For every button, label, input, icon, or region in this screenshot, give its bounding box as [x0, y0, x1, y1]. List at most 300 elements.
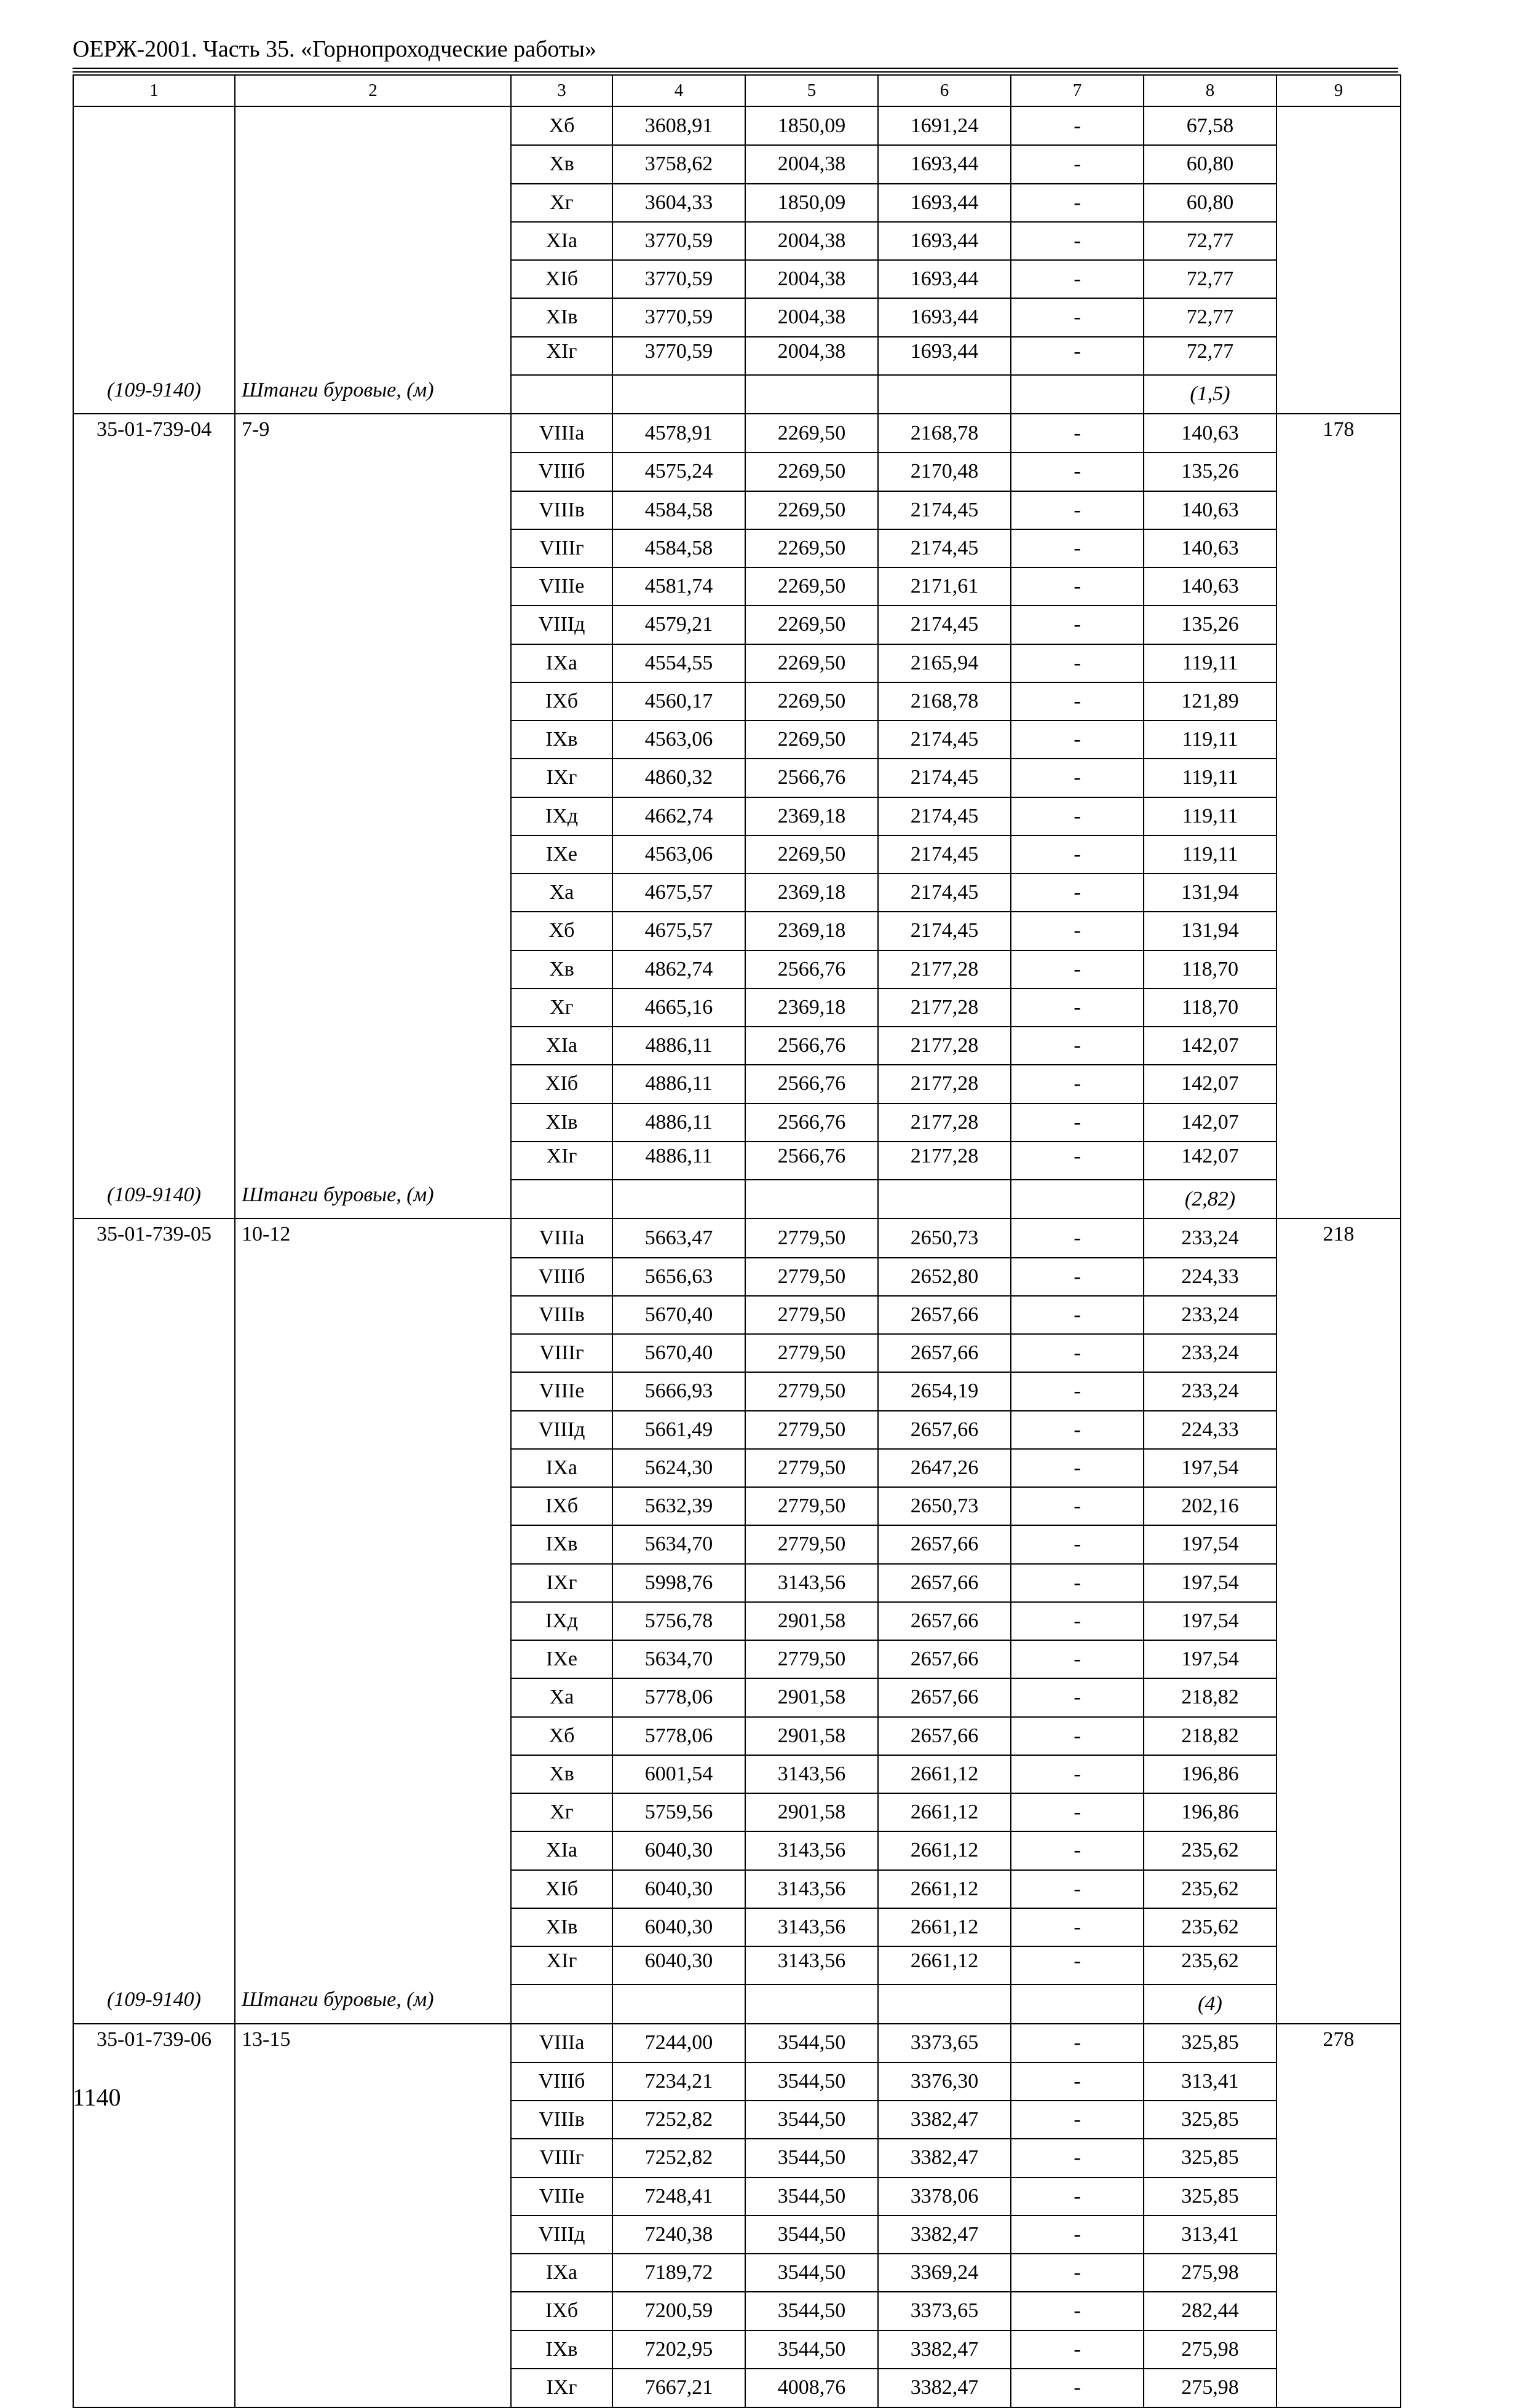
col9-cell	[1276, 1334, 1401, 1372]
value-cell-col5: 2004,38	[745, 145, 878, 183]
value-cell-col3: XIб	[511, 1065, 612, 1103]
value-cell-col5: 3544,50	[745, 2216, 878, 2254]
value-cell-col7: -	[1011, 337, 1144, 375]
value-cell-col5: 2901,58	[745, 1793, 878, 1831]
value-cell-col3: VIIIд	[511, 1411, 612, 1449]
value-cell-col4: 7252,82	[612, 2139, 745, 2177]
rate-code-cell	[73, 1678, 235, 1716]
value-cell-col4: 6001,54	[612, 1755, 745, 1793]
value-cell-col7: -	[1011, 797, 1144, 835]
value-cell-col3: Xб	[511, 1717, 612, 1755]
value-cell-col6: 2171,61	[878, 567, 1011, 606]
value-cell-col3: XIб	[511, 260, 612, 298]
value-cell-col5: 2566,76	[745, 1103, 878, 1142]
value-cell-col4: 4563,06	[612, 835, 745, 874]
value-cell-col7: -	[1011, 2139, 1144, 2177]
col9-cell	[1276, 912, 1401, 950]
value-cell-col6: 2652,80	[878, 1258, 1011, 1296]
value-cell-col5: 2004,38	[745, 337, 878, 375]
table-row	[73, 1449, 1401, 1487]
value-cell-col7: -	[1011, 1142, 1144, 1180]
value-cell-col7: -	[1011, 912, 1144, 950]
range-cell	[235, 2369, 511, 2407]
rate-code-cell	[73, 874, 235, 912]
value-cell-col6: 2174,45	[878, 874, 1011, 912]
value-cell-col4: 5632,39	[612, 1487, 745, 1525]
value-cell-col4: 5778,06	[612, 1717, 745, 1755]
material-label: Штанги буровые, (м)	[235, 1180, 511, 1218]
value-cell-col6: 2657,66	[878, 1296, 1011, 1334]
value-cell-col3: IXб	[511, 1487, 612, 1525]
value-cell-col6: 1693,44	[878, 337, 1011, 375]
col9-cell	[1276, 1640, 1401, 1678]
range-cell	[235, 682, 511, 720]
col9-cell	[1276, 835, 1401, 874]
value-cell-col5: 2269,50	[745, 682, 878, 720]
value-cell-col5: 2779,50	[745, 1411, 878, 1449]
rate-code-cell	[73, 644, 235, 682]
material-footer-row	[73, 1180, 1401, 1218]
page-number: 1140	[73, 2083, 121, 2111]
value-cell-col8: 235,62	[1144, 1870, 1276, 1908]
value-cell-col8: 142,07	[1144, 1027, 1276, 1065]
value-cell-col5: 2369,18	[745, 912, 878, 950]
rate-code-cell	[73, 567, 235, 606]
value-cell-col8: 119,11	[1144, 835, 1276, 874]
value-cell-col4: 7200,59	[612, 2292, 745, 2330]
range-cell	[235, 260, 511, 298]
value-cell-col8: 197,54	[1144, 1602, 1276, 1640]
rate-code-cell	[73, 1334, 235, 1372]
value-cell-col3: XIa	[511, 222, 612, 260]
col9-cell	[1276, 2254, 1401, 2292]
value-cell-col7: -	[1011, 1218, 1144, 1257]
table-row	[73, 1411, 1401, 1449]
value-cell-col5: 2779,50	[745, 1449, 878, 1487]
column-header: 5	[745, 75, 878, 106]
value-cell-col3: VIIIб	[511, 1258, 612, 1296]
value-cell-col8: 119,11	[1144, 759, 1276, 797]
rate-code-cell	[73, 606, 235, 644]
empty-cell	[1276, 375, 1401, 414]
value-cell-col4: 5756,78	[612, 1602, 745, 1640]
col9-cell	[1276, 1946, 1401, 1984]
value-cell-col5: 2269,50	[745, 606, 878, 644]
value-cell-col7: -	[1011, 1564, 1144, 1602]
table-row	[73, 2177, 1401, 2216]
value-cell-col8: 131,94	[1144, 874, 1276, 912]
range-cell	[235, 2139, 511, 2177]
value-cell-col8: 325,85	[1144, 2024, 1276, 2063]
rate-code-cell	[73, 1946, 235, 1984]
col9-cell	[1276, 2101, 1401, 2139]
empty-cell	[1011, 1180, 1144, 1218]
value-cell-col6: 2657,66	[878, 1525, 1011, 1563]
value-cell-col4: 4675,57	[612, 874, 745, 912]
value-cell-col8: 196,86	[1144, 1793, 1276, 1831]
value-cell-col3: Xг	[511, 989, 612, 1027]
rate-code-cell	[73, 1793, 235, 1831]
rate-code-cell	[73, 452, 235, 491]
value-cell-col7: -	[1011, 1946, 1144, 1984]
value-cell-col5: 3143,56	[745, 1564, 878, 1602]
value-cell-col3: IXд	[511, 1602, 612, 1640]
value-cell-col8: 118,70	[1144, 989, 1276, 1027]
value-cell-col6: 3373,65	[878, 2292, 1011, 2330]
value-cell-col8: 282,44	[1144, 2292, 1276, 2330]
value-cell-col6: 2174,45	[878, 529, 1011, 567]
range-cell	[235, 797, 511, 835]
value-cell-col6: 2170,48	[878, 452, 1011, 491]
rate-code-cell	[73, 1142, 235, 1180]
empty-cell	[511, 375, 612, 414]
value-cell-col5: 2269,50	[745, 491, 878, 529]
value-cell-col4: 7252,82	[612, 2101, 745, 2139]
table-row	[73, 1793, 1401, 1831]
rate-code-cell	[73, 1908, 235, 1946]
col9-cell: 218	[1276, 1218, 1401, 1257]
table-body	[73, 75, 1401, 2407]
range-cell: 7-9	[235, 414, 511, 452]
value-cell-col4: 4578,91	[612, 414, 745, 452]
value-cell-col3: IXa	[511, 1449, 612, 1487]
col9-cell	[1276, 145, 1401, 183]
range-cell	[235, 759, 511, 797]
value-cell-col5: 2901,58	[745, 1717, 878, 1755]
value-cell-col8: 275,98	[1144, 2369, 1276, 2407]
material-code: (109-9140)	[73, 1180, 235, 1218]
value-cell-col8: 235,62	[1144, 1908, 1276, 1946]
rate-code-cell	[73, 2369, 235, 2407]
value-cell-col3: IXa	[511, 644, 612, 682]
column-header: 9	[1276, 75, 1401, 106]
value-cell-col3: XIa	[511, 1027, 612, 1065]
value-cell-col4: 6040,30	[612, 1870, 745, 1908]
value-cell-col8: 224,33	[1144, 1258, 1276, 1296]
value-cell-col3: XIг	[511, 1946, 612, 1984]
range-cell	[235, 835, 511, 874]
value-cell-col3: VIIIa	[511, 414, 612, 452]
value-cell-col7: -	[1011, 1640, 1144, 1678]
value-cell-col4: 4886,11	[612, 1103, 745, 1142]
empty-cell	[511, 1984, 612, 2023]
value-cell-col6: 2657,66	[878, 1717, 1011, 1755]
col9-cell	[1276, 2369, 1401, 2407]
value-cell-col8: 119,11	[1144, 797, 1276, 835]
value-cell-col8: 142,07	[1144, 1065, 1276, 1103]
range-cell	[235, 1946, 511, 1984]
value-cell-col8: 60,80	[1144, 184, 1276, 222]
value-cell-col5: 3143,56	[745, 1908, 878, 1946]
table-row	[73, 1831, 1401, 1869]
value-cell-col6: 3382,47	[878, 2216, 1011, 2254]
rate-code-cell	[73, 682, 235, 720]
value-cell-col7: -	[1011, 1411, 1144, 1449]
table-row	[73, 1602, 1401, 1640]
value-cell-col7: -	[1011, 222, 1144, 260]
value-cell-col8: 118,70	[1144, 950, 1276, 989]
value-cell-col4: 5998,76	[612, 1564, 745, 1602]
range-cell	[235, 529, 511, 567]
value-cell-col7: -	[1011, 145, 1144, 183]
value-cell-col4: 7189,72	[612, 2254, 745, 2292]
col9-cell	[1276, 2292, 1401, 2330]
value-cell-col3: VIIIв	[511, 491, 612, 529]
col9-cell	[1276, 1296, 1401, 1334]
value-cell-col8: 140,63	[1144, 529, 1276, 567]
table-row	[73, 2369, 1401, 2407]
range-cell	[235, 1717, 511, 1755]
rate-code-cell	[73, 720, 235, 759]
col9-cell	[1276, 2216, 1401, 2254]
value-cell-col8: 197,54	[1144, 1640, 1276, 1678]
col9-cell	[1276, 1525, 1401, 1563]
value-cell-col7: -	[1011, 1449, 1144, 1487]
value-cell-col5: 2004,38	[745, 222, 878, 260]
range-cell	[235, 1334, 511, 1372]
col9-cell	[1276, 529, 1401, 567]
col9-cell	[1276, 106, 1401, 145]
value-cell-col6: 3376,30	[878, 2063, 1011, 2101]
empty-cell	[612, 375, 745, 414]
col9-cell	[1276, 1908, 1401, 1946]
page-header: ОЕРЖ-2001. Часть 35. «Горнопроходческие работы»	[73, 36, 596, 62]
value-cell-col4: 4662,74	[612, 797, 745, 835]
material-code: (109-9140)	[73, 375, 235, 414]
value-cell-col6: 2174,45	[878, 720, 1011, 759]
value-cell-col3: IXв	[511, 1525, 612, 1563]
value-cell-col8: 67,58	[1144, 106, 1276, 145]
empty-cell	[1276, 1984, 1401, 2023]
value-cell-col7: -	[1011, 2369, 1144, 2407]
value-cell-col3: VIIIв	[511, 1296, 612, 1334]
value-cell-col7: -	[1011, 1525, 1144, 1563]
value-cell-col4: 4554,55	[612, 644, 745, 682]
range-cell	[235, 1602, 511, 1640]
value-cell-col6: 1693,44	[878, 260, 1011, 298]
range-cell	[235, 491, 511, 529]
column-header: 3	[511, 75, 612, 106]
value-cell-col4: 4860,32	[612, 759, 745, 797]
empty-cell	[745, 1180, 878, 1218]
table-row	[73, 452, 1401, 491]
value-cell-col7: -	[1011, 644, 1144, 682]
range-cell	[235, 1564, 511, 1602]
col9-cell	[1276, 1103, 1401, 1142]
value-cell-col3: Xг	[511, 1793, 612, 1831]
empty-cell	[745, 1984, 878, 2023]
col9-cell	[1276, 260, 1401, 298]
value-cell-col5: 3143,56	[745, 1831, 878, 1869]
rate-code-cell	[73, 1525, 235, 1563]
value-cell-col4: 3770,59	[612, 260, 745, 298]
value-cell-col8: 218,82	[1144, 1717, 1276, 1755]
value-cell-col5: 2269,50	[745, 452, 878, 491]
value-cell-col4: 4886,11	[612, 1142, 745, 1180]
value-cell-col6: 3378,06	[878, 2177, 1011, 2216]
table-row	[73, 912, 1401, 950]
column-header: 2	[235, 75, 511, 106]
value-cell-col7: -	[1011, 1258, 1144, 1296]
value-cell-col4: 3770,59	[612, 298, 745, 336]
value-cell-col7: -	[1011, 1870, 1144, 1908]
value-cell-col6: 2657,66	[878, 1564, 1011, 1602]
range-cell	[235, 2254, 511, 2292]
value-cell-col5: 2566,76	[745, 1142, 878, 1180]
value-cell-col7: -	[1011, 2177, 1144, 2216]
value-cell-col4: 7202,95	[612, 2331, 745, 2369]
rate-code-cell	[73, 2254, 235, 2292]
range-cell	[235, 2101, 511, 2139]
value-cell-col4: 5759,56	[612, 1793, 745, 1831]
col9-cell	[1276, 1487, 1401, 1525]
table-row	[73, 260, 1401, 298]
value-cell-col4: 6040,30	[612, 1831, 745, 1869]
value-cell-col8: 72,77	[1144, 298, 1276, 336]
column-header: 6	[878, 75, 1011, 106]
table-row	[73, 1258, 1401, 1296]
rate-code-cell	[73, 184, 235, 222]
value-cell-col3: Xв	[511, 145, 612, 183]
range-cell	[235, 452, 511, 491]
value-cell-col7: -	[1011, 1678, 1144, 1716]
value-cell-col6: 2165,94	[878, 644, 1011, 682]
value-cell-col5: 2779,50	[745, 1525, 878, 1563]
col9-cell	[1276, 1678, 1401, 1716]
rate-code-cell	[73, 298, 235, 336]
value-cell-col4: 7667,21	[612, 2369, 745, 2407]
value-cell-col6: 2650,73	[878, 1218, 1011, 1257]
material-footer-row	[73, 375, 1401, 414]
rate-code-cell	[73, 145, 235, 183]
range-cell	[235, 1411, 511, 1449]
column-header: 4	[612, 75, 745, 106]
col9-cell	[1276, 298, 1401, 336]
table-row	[73, 1334, 1401, 1372]
value-cell-col3: XIв	[511, 1103, 612, 1142]
value-cell-col5: 2779,50	[745, 1334, 878, 1372]
rate-code-cell: 35-01-739-06	[73, 2024, 235, 2063]
value-cell-col5: 2269,50	[745, 567, 878, 606]
value-cell-col5: 1850,09	[745, 106, 878, 145]
range-cell	[235, 912, 511, 950]
value-cell-col3: VIIIд	[511, 606, 612, 644]
empty-cell	[878, 1180, 1011, 1218]
value-cell-col4: 3604,33	[612, 184, 745, 222]
value-cell-col8: 325,85	[1144, 2139, 1276, 2177]
value-cell-col5: 2269,50	[745, 644, 878, 682]
value-cell-col8: 325,85	[1144, 2101, 1276, 2139]
value-cell-col7: -	[1011, 298, 1144, 336]
value-cell-col3: Xa	[511, 874, 612, 912]
range-cell	[235, 1831, 511, 1869]
value-cell-col6: 2650,73	[878, 1487, 1011, 1525]
col9-cell	[1276, 337, 1401, 375]
value-cell-col5: 2369,18	[745, 989, 878, 1027]
empty-cell	[612, 1180, 745, 1218]
value-cell-col5: 2779,50	[745, 1372, 878, 1410]
range-cell	[235, 1142, 511, 1180]
rate-code-cell	[73, 1258, 235, 1296]
table-row	[73, 720, 1401, 759]
range-cell	[235, 874, 511, 912]
rate-code-cell	[73, 1870, 235, 1908]
rate-code-cell	[73, 1103, 235, 1142]
value-cell-col8: 235,62	[1144, 1831, 1276, 1869]
rate-code-cell	[73, 759, 235, 797]
rate-code-cell	[73, 1831, 235, 1869]
col9-cell	[1276, 1602, 1401, 1640]
empty-cell	[1011, 1984, 1144, 2023]
column-header: 1	[73, 75, 235, 106]
value-cell-col7: -	[1011, 874, 1144, 912]
value-cell-col6: 2177,28	[878, 1027, 1011, 1065]
rate-code-cell	[73, 1296, 235, 1334]
value-cell-col4: 3758,62	[612, 145, 745, 183]
value-cell-col3: VIIIе	[511, 1372, 612, 1410]
value-cell-col8: 325,85	[1144, 2177, 1276, 2216]
material-value: (2,82)	[1144, 1180, 1276, 1218]
table-row	[73, 835, 1401, 874]
range-cell	[235, 1487, 511, 1525]
table-row	[73, 606, 1401, 644]
empty-cell	[1276, 1180, 1401, 1218]
value-cell-col6: 2168,78	[878, 414, 1011, 452]
range-cell	[235, 1372, 511, 1410]
range-cell	[235, 2331, 511, 2369]
rate-code-cell	[73, 2292, 235, 2330]
rate-code-cell	[73, 912, 235, 950]
value-cell-col5: 1850,09	[745, 184, 878, 222]
col9-cell	[1276, 1755, 1401, 1793]
value-cell-col3: XIг	[511, 337, 612, 375]
range-cell	[235, 1103, 511, 1142]
value-cell-col4: 7248,41	[612, 2177, 745, 2216]
value-cell-col3: Xб	[511, 106, 612, 145]
col9-cell: 178	[1276, 414, 1401, 452]
range-cell	[235, 2063, 511, 2101]
value-cell-col6: 3382,47	[878, 2139, 1011, 2177]
value-cell-col8: 224,33	[1144, 1411, 1276, 1449]
value-cell-col7: -	[1011, 2254, 1144, 2292]
table-row	[73, 1372, 1401, 1410]
value-cell-col6: 2657,66	[878, 1334, 1011, 1372]
value-cell-col6: 2174,45	[878, 491, 1011, 529]
rate-code-cell	[73, 1487, 235, 1525]
value-cell-col4: 4584,58	[612, 529, 745, 567]
rate-code-cell	[73, 1449, 235, 1487]
table-row	[73, 1487, 1401, 1525]
rate-code-cell	[73, 1411, 235, 1449]
value-cell-col6: 2177,28	[878, 1142, 1011, 1180]
value-cell-col3: VIIIб	[511, 2063, 612, 2101]
col9-cell	[1276, 2177, 1401, 2216]
value-cell-col8: 142,07	[1144, 1142, 1276, 1180]
table-row	[73, 1717, 1401, 1755]
table-row	[73, 682, 1401, 720]
range-cell	[235, 298, 511, 336]
value-cell-col3: IXв	[511, 720, 612, 759]
range-cell	[235, 950, 511, 989]
table-row	[73, 2139, 1401, 2177]
value-cell-col8: 313,41	[1144, 2063, 1276, 2101]
value-cell-col7: -	[1011, 1334, 1144, 1372]
value-cell-col6: 2657,66	[878, 1678, 1011, 1716]
value-cell-col7: -	[1011, 1103, 1144, 1142]
col9-cell	[1276, 452, 1401, 491]
value-cell-col4: 4665,16	[612, 989, 745, 1027]
value-cell-col8: 140,63	[1144, 567, 1276, 606]
